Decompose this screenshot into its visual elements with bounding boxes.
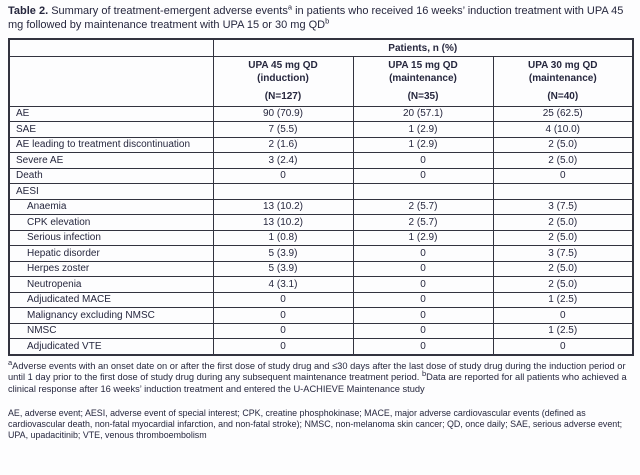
cell-value: 5 (3.9) — [213, 246, 353, 262]
cell-value: 1 (2.5) — [493, 323, 633, 339]
cell-value: 0 — [353, 246, 493, 262]
cell-value: 2 (1.6) — [213, 137, 353, 153]
footnote-a-text: Adverse events with an onset date on or after the first dose of study drug and ≤30 days after the last dose of study drug during the induction period or until 1 day prior to the first dose of study drug during any subsequent maintenance treatment period. — [8, 360, 626, 382]
cell-value: 90 (70.9) — [213, 106, 353, 122]
row-label: AE leading to treatment discontinuation — [9, 137, 213, 153]
cell-value: 2 (5.0) — [493, 215, 633, 231]
cell-value: 0 — [493, 339, 633, 355]
row-label: Adjudicated VTE — [9, 339, 213, 355]
column-header-line: (maintenance) — [389, 72, 457, 84]
row-label: Adjudicated MACE — [9, 292, 213, 308]
cell-value: 1 (2.9) — [353, 230, 493, 246]
table-row — [9, 137, 633, 153]
cell-value: 0 — [353, 153, 493, 169]
cell-value: 0 — [213, 308, 353, 324]
row-label: Severe AE — [9, 153, 213, 169]
cell-value: 2 (5.0) — [493, 261, 633, 277]
cell-value: 0 — [213, 323, 353, 339]
row-label: CPK elevation — [9, 215, 213, 231]
column-header-line: (maintenance) — [528, 72, 597, 84]
cell-value: 2 (5.0) — [493, 137, 633, 153]
column-header — [493, 57, 633, 107]
table-footnote — [8, 357, 632, 396]
table-row — [9, 106, 633, 122]
table-row — [9, 153, 633, 169]
footnote-marker-b: b — [421, 368, 427, 378]
cell-value: 25 (62.5) — [493, 106, 633, 122]
cell-value: 0 — [213, 292, 353, 308]
table-row — [9, 323, 633, 339]
column-n-count: (N=40) — [547, 91, 579, 102]
abbreviations-note: AE, adverse event; AESI, adverse event of special interest; CPK, creatine phosphokinase; MACE, major adverse cardiovascular events (defined as cardiovascular death, non-fatal myocardial infarction, and non-fatal stroke); NMSC, non-melanoma skin cancer; QD, once daily; SAE, serious adverse event; UPA, upadacitinib; VTE, venous thromboembolism — [8, 408, 623, 440]
row-label: Herpes zoster — [9, 261, 213, 277]
table-row — [9, 277, 633, 293]
row-label: Hepatic disorder — [9, 246, 213, 262]
row-label: Malignancy excluding NMSC — [9, 308, 213, 324]
row-label: Serious infection — [9, 230, 213, 246]
table-row — [9, 308, 633, 324]
cell-value: 4 (10.0) — [493, 122, 633, 138]
table-caption-text-1: Summary of treatment-emergent adverse events — [51, 5, 288, 17]
cell-value: 1 (2.9) — [353, 137, 493, 153]
row-label: AESI — [9, 184, 213, 200]
cell-value: 1 (0.8) — [213, 230, 353, 246]
cell-value: 0 — [493, 308, 633, 324]
table-row — [9, 292, 633, 308]
cell-value: 13 (10.2) — [213, 215, 353, 231]
column-n-count: (N=35) — [407, 91, 439, 102]
cell-value: 0 — [353, 292, 493, 308]
cell-value: 0 — [353, 339, 493, 355]
adverse-events-table — [8, 38, 634, 356]
table-caption-text-2: in patients who received 16 weeks’ induction treatment with UPA 45 mg followed by maintenance treatment with UPA 15 or 30 mg QD — [8, 5, 624, 31]
row-label: Neutropenia — [9, 277, 213, 293]
table-row — [9, 184, 633, 200]
row-label: NMSC — [9, 323, 213, 339]
cell-value: 0 — [353, 261, 493, 277]
cell-value: 7 (5.5) — [213, 122, 353, 138]
spanner-row — [9, 39, 633, 57]
cell-value: 3 (7.5) — [493, 199, 633, 215]
column-n-count: (N=127) — [264, 91, 302, 102]
cell-value: 1 (2.9) — [353, 122, 493, 138]
table-row — [9, 261, 633, 277]
footnote-marker-a: a — [287, 2, 292, 12]
column-header-line: UPA 30 mg QD — [528, 60, 598, 71]
cell-value: 0 — [353, 323, 493, 339]
column-header — [213, 57, 353, 107]
cell-value: 3 (2.4) — [213, 153, 353, 169]
cell-value: 2 (5.7) — [353, 215, 493, 231]
footnote-marker-a: a — [8, 357, 13, 367]
cell-value — [493, 184, 633, 200]
cell-value: 2 (5.0) — [493, 277, 633, 293]
table-row — [9, 246, 633, 262]
cell-value: 0 — [353, 277, 493, 293]
cell-value: 20 (57.1) — [353, 106, 493, 122]
row-label: SAE — [9, 122, 213, 138]
footnote-b-text: Data are reported for all patients who achieved a clinical response after 16 weeks’ induction treatment and entered the U-ACHIEVE Maintenance study — [8, 372, 627, 394]
corner-cell — [9, 57, 213, 107]
table-caption — [8, 2, 632, 32]
table-row — [9, 122, 633, 138]
cell-value: 1 (2.5) — [493, 292, 633, 308]
cell-value: 5 (3.9) — [213, 261, 353, 277]
row-label: Anaemia — [9, 199, 213, 215]
table-row — [9, 199, 633, 215]
cell-value: 0 — [213, 339, 353, 355]
table-row — [9, 168, 633, 184]
corner-cell — [9, 39, 213, 57]
cell-value: 0 — [353, 168, 493, 184]
column-header — [353, 57, 493, 107]
column-header-line: (induction) — [257, 72, 309, 84]
cell-value — [353, 184, 493, 200]
table-row — [9, 339, 633, 355]
cell-value: 0 — [493, 168, 633, 184]
cell-value: 2 (5.0) — [493, 230, 633, 246]
cell-value: 3 (7.5) — [493, 246, 633, 262]
cell-value — [213, 184, 353, 200]
column-header-row — [9, 57, 633, 107]
patients-spanner-header: Patients, n (%) — [213, 39, 633, 57]
cell-value: 2 (5.0) — [493, 153, 633, 169]
column-header-line: UPA 15 mg QD — [388, 60, 458, 71]
row-label: AE — [9, 106, 213, 122]
table-row — [9, 215, 633, 231]
row-label: Death — [9, 168, 213, 184]
cell-value: 0 — [213, 168, 353, 184]
column-header-line: UPA 45 mg QD — [248, 60, 318, 71]
table-row — [9, 230, 633, 246]
cell-value: 2 (5.7) — [353, 199, 493, 215]
cell-value: 0 — [353, 308, 493, 324]
footnote-marker-b: b — [325, 15, 330, 25]
table-caption-number: Table 2. — [8, 5, 49, 17]
cell-value: 13 (10.2) — [213, 199, 353, 215]
cell-value: 4 (3.1) — [213, 277, 353, 293]
